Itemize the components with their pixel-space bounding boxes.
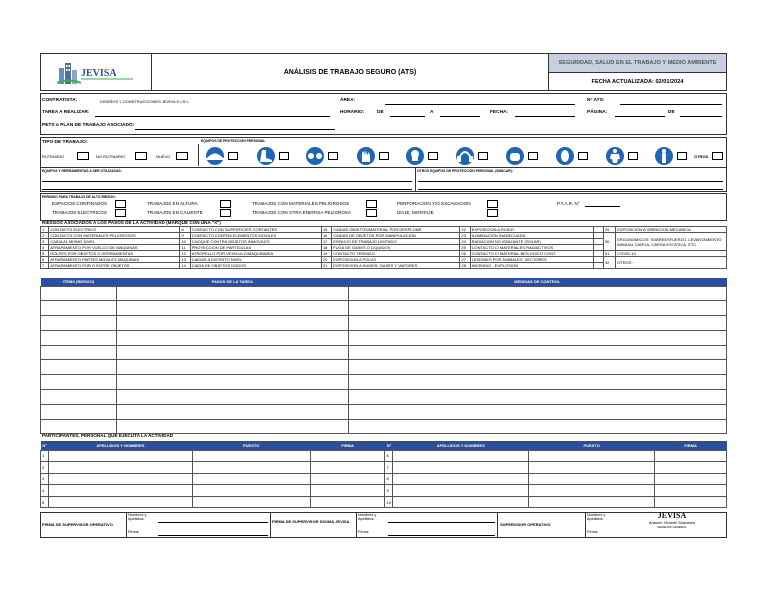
alto-riesgo-section xyxy=(40,193,727,221)
participante-num: 8 xyxy=(385,473,393,485)
riesgo-label: ERGONOMICOS: SOBREESFUERZO, LEVANTAMIENTO MANUAL CARGA, CARGA ESTÁTICA, ETC. xyxy=(616,233,727,251)
participante-num: 6 xyxy=(385,450,393,462)
boot-checkbox[interactable] xyxy=(279,152,289,160)
riesgo-num: 11 xyxy=(180,245,190,251)
participante-firma-cell[interactable] xyxy=(310,462,385,474)
tipo-label: TIPO DE TRABAJO: xyxy=(42,140,88,145)
riesgo-num: 29 xyxy=(603,227,615,233)
tarea-medida-cell[interactable] xyxy=(348,286,726,301)
tarea-row xyxy=(41,316,727,331)
nuevo-label: NUEVO xyxy=(156,154,171,159)
riesgo-label: CONTACTO CON MATERIALES PELIGROSOS xyxy=(49,233,180,239)
riesgo-num: 28 xyxy=(460,263,470,269)
p-nombres2-header: APELLIDOS Y NOMBRES xyxy=(393,441,529,450)
participante-nombre-cell[interactable] xyxy=(48,462,192,474)
ar-caliente-checkbox[interactable] xyxy=(220,209,231,217)
participante-nombre-cell[interactable] xyxy=(393,496,529,508)
sup-op-firma-label: Firma: xyxy=(128,529,140,534)
riesgo-label: ATRAPAMIENTO PARTES MOVILES MAQUINAS xyxy=(49,257,180,263)
riesgo-label: FUGA DE GASES O LIQUIDOS xyxy=(332,245,460,251)
ar-altura-checkbox[interactable] xyxy=(220,200,231,208)
riesgo-label: LESIONES POR ANIMALES, VECTORES xyxy=(470,257,593,263)
participante-row xyxy=(41,450,727,462)
ar-espacios-checkbox[interactable] xyxy=(115,200,126,208)
ar-perforacion-checkbox[interactable] xyxy=(487,200,498,208)
riesgo-num: 17 xyxy=(321,239,331,245)
horario-start-input[interactable] xyxy=(390,111,425,117)
tarea-paso-cell[interactable] xyxy=(116,345,348,360)
participante-puesto-cell[interactable] xyxy=(192,485,310,497)
horario-label: HORARIO: xyxy=(340,110,365,115)
riesgo-num: 20 xyxy=(321,257,331,263)
riesgo-label: CAIDA AL MISMO NIVEL xyxy=(49,239,180,245)
p-nombres-header: APELLIDOS Y NOMBRES xyxy=(48,441,192,450)
tarea-item-cell[interactable] xyxy=(41,390,117,405)
tarea-row xyxy=(41,286,727,301)
participante-num: 7 xyxy=(385,462,393,474)
tipo-row-divider xyxy=(40,167,727,168)
riesgo-label: ATRAPAMIENTO POR VUELCO DE MAQUINAS xyxy=(49,245,180,251)
fecha-input[interactable] xyxy=(515,111,575,117)
riesgo-num: 6 xyxy=(41,257,49,263)
ar-perforacion-label: PERFORACION Y/O EXCAVACION xyxy=(397,201,471,206)
tarea-medida-cell[interactable] xyxy=(348,345,726,360)
ats-label: N° ATS: xyxy=(587,98,605,103)
svg-text:JEVISA: JEVISA xyxy=(81,68,117,79)
ar-energia-label: TRABAJOS CON OTRA ENERGIA PELIGROSA xyxy=(252,210,352,215)
tarea-paso-cell[interactable] xyxy=(116,375,348,390)
participantes-title: PARTICIPANTES, PERSONAL QUE EJECUTA LA ACTIVIDAD xyxy=(42,433,174,438)
coverall-checkbox[interactable] xyxy=(628,152,638,160)
tarea-row xyxy=(41,360,727,375)
fecha-label: FECHA: xyxy=(490,110,509,115)
tarea-row xyxy=(41,345,727,360)
otros-epp-label: OTROS xyxy=(694,154,709,159)
tarea-paso-cell[interactable] xyxy=(116,301,348,316)
riesgo-num: 10 xyxy=(180,239,190,245)
p-firma-header: FIRMA xyxy=(310,441,385,450)
participante-puesto-cell[interactable] xyxy=(529,462,655,474)
participante-num: 9 xyxy=(385,485,393,497)
no-rutinario-label: NO RUTINARIO xyxy=(96,154,126,159)
participante-firma-cell[interactable] xyxy=(310,450,385,462)
equipos-label: EQUIPOS Y HERRAMIENTAS A SER UTILIZADAS: xyxy=(42,169,122,173)
tipo-divider xyxy=(198,144,200,166)
ats-input[interactable] xyxy=(620,99,722,105)
sup-ssoma-nombres-input[interactable] xyxy=(388,517,495,523)
participante-firma-cell[interactable] xyxy=(655,473,727,485)
ptar-label: P.T.A.R. N° xyxy=(557,201,580,206)
glasses-checkbox[interactable] xyxy=(328,152,338,160)
pets-label: PETS o PLAN DE TRABAJO ASOCIADO: xyxy=(42,123,135,128)
tarea-item-cell[interactable] xyxy=(41,360,117,375)
participante-puesto-cell[interactable] xyxy=(192,462,310,474)
participante-row xyxy=(41,485,727,497)
participante-nombre-cell[interactable] xyxy=(393,450,529,462)
riesgo-label: CONTACTO ELECTRICO xyxy=(49,227,180,233)
company-stamp xyxy=(622,511,722,537)
riesgo-label: EXPOSICION A HUMOS, GASES Y VAPORES xyxy=(332,263,460,269)
department-label: SEGURIDAD, SALUD EN EL TRABAJO Y MEDIO AMBIENTE xyxy=(548,54,726,72)
tarea-item-cell[interactable] xyxy=(41,404,117,419)
riesgo-label: ATRAPAMIENTO POR O ENTRE OBJETOS xyxy=(49,263,180,269)
sup-op-nombres-input[interactable] xyxy=(158,517,268,523)
riesgo-num: 25 xyxy=(460,245,470,251)
ar-electricos-checkbox[interactable] xyxy=(115,209,126,217)
riesgo-label: CONTACTO C/ MATERIALES RADIACTIVOS xyxy=(470,245,593,251)
participante-row xyxy=(41,496,727,508)
riesgo-num: 22 xyxy=(460,227,470,233)
riesgo-num: 23 xyxy=(460,233,470,239)
participante-row xyxy=(41,473,727,485)
riesgo-num: 21 xyxy=(321,263,331,269)
tarea-paso-cell[interactable] xyxy=(116,360,348,375)
participante-puesto-cell[interactable] xyxy=(192,496,310,508)
mask-checkbox[interactable] xyxy=(428,152,438,160)
face-shield-checkbox[interactable] xyxy=(578,152,588,160)
pagina-total-input[interactable] xyxy=(680,111,722,117)
contratista-label: CONTRATISTA: xyxy=(42,98,78,103)
riesgo-label: ESPACIO DE TRABAJO LIMITADO xyxy=(332,239,460,245)
tarea-item-cell[interactable] xyxy=(41,301,117,316)
ar-izaje-checkbox[interactable] xyxy=(487,209,498,217)
pagina-de-label: DE xyxy=(668,110,675,115)
riesgo-label: EXPOSICION A POLVO xyxy=(332,257,460,263)
horario-de-label: DE xyxy=(377,110,384,115)
riesgo-num: 14 xyxy=(180,263,190,269)
riesgo-label: CAIDA DE OBJETOS IZADOS xyxy=(190,263,321,269)
harness-checkbox[interactable] xyxy=(677,152,687,160)
participante-num: 2 xyxy=(41,462,49,474)
riesgo-label: ATROPELLO POR VEHICULO/MAQUINARIA xyxy=(190,251,321,257)
participante-puesto-cell[interactable] xyxy=(529,450,655,462)
ar-izaje-label: IZAJE, MONTAJE xyxy=(397,210,434,215)
helmet-checkbox[interactable] xyxy=(228,152,238,160)
riesgo-num: 24 xyxy=(460,239,470,245)
riesgo-mark[interactable] xyxy=(593,263,603,269)
riesgo-num: 4 xyxy=(41,245,49,251)
col-items: ITEMS (RIESGO) xyxy=(41,278,117,286)
participante-num: 3 xyxy=(41,473,49,485)
participante-puesto-cell[interactable] xyxy=(192,450,310,462)
sup-op2-firma-label: Firma: xyxy=(587,529,599,534)
tarea-paso-cell[interactable] xyxy=(116,330,348,345)
contratista-value: DISEÑOS Y CONSTRUCCIONES JEVISA E.I.R.L. xyxy=(100,99,190,104)
riesgo-label: EXPOSICION A VIBRACION MECANICA xyxy=(616,227,727,233)
participante-firma-cell[interactable] xyxy=(310,496,385,508)
p-puesto-header: PUESTO xyxy=(192,441,310,450)
riesgo-label: CONTACTO TERMICO xyxy=(332,251,460,257)
updated-date: FECHA ACTUALIZADA: 02/01/2024 xyxy=(548,72,726,90)
document-title: ANÁLISIS DE TRABAJO SEGURO (ATS) xyxy=(283,68,417,76)
riesgo-num: 7 xyxy=(41,263,49,269)
riesgo-num: 27 xyxy=(460,257,470,263)
participante-firma-cell[interactable] xyxy=(655,485,727,497)
horario-end-input[interactable] xyxy=(440,111,480,117)
helmet-icon xyxy=(203,146,227,166)
tarea-item-cell[interactable] xyxy=(41,286,117,301)
participante-puesto-cell[interactable] xyxy=(192,473,310,485)
tarea-table xyxy=(40,278,727,434)
riesgo-num: 2 xyxy=(41,233,49,239)
area-label: ÁREA: xyxy=(340,98,356,103)
ptar-input[interactable] xyxy=(585,201,620,207)
p-firma2-header: FIRMA xyxy=(655,441,727,450)
stamp-logo-text: JEVISA xyxy=(657,511,687,520)
sup-ssoma-nombres-label: Nombres y Apellidos: xyxy=(358,513,377,521)
area-input[interactable] xyxy=(385,99,575,105)
participante-firma-cell[interactable] xyxy=(310,473,385,485)
tarea-row xyxy=(41,375,727,390)
tarea-medida-cell[interactable] xyxy=(348,375,726,390)
riesgo-num: 13 xyxy=(180,257,190,263)
p-n-header: N° xyxy=(41,441,49,450)
tarea-medida-cell[interactable] xyxy=(348,330,726,345)
col-pasos: PASOS DE LA TAREA xyxy=(116,278,348,286)
riesgo-label: OTROS: xyxy=(616,257,727,269)
stamp-sub: GERENTE GENERAL xyxy=(657,525,687,529)
rutinario-label: RUTINARIO xyxy=(42,154,64,159)
respirator-checkbox[interactable] xyxy=(528,152,538,160)
tarea-item-cell[interactable] xyxy=(41,419,117,434)
coverall-icon xyxy=(603,146,627,166)
participante-nombre-cell[interactable] xyxy=(48,473,192,485)
face-mask-icon xyxy=(403,146,427,166)
harness-icon xyxy=(652,146,676,166)
tarea-medida-cell[interactable] xyxy=(348,404,726,419)
tarea-medida-cell[interactable] xyxy=(348,316,726,331)
tarea-paso-cell[interactable] xyxy=(116,404,348,419)
otros-epp-list-label: OTROS EQUIPOS DE PROTECCIÓN PERSONAL (INDICAR): xyxy=(417,169,513,173)
riesgo-label: COVID-19 xyxy=(616,251,727,257)
riesgo-num: 19 xyxy=(321,251,331,257)
riesgo-label: CONTACTO C/ MATERIAL BIOLOGICO CONT. xyxy=(470,251,593,257)
riesgo-num: 8 xyxy=(180,227,190,233)
ear-checkbox[interactable] xyxy=(478,152,488,160)
tarea-item-cell[interactable] xyxy=(41,375,117,390)
p-n2-header: N° xyxy=(385,441,393,450)
riesgo-label: CAIDAS OBJETOS/MATERIAL POR DESPLOME xyxy=(332,227,460,233)
riesgo-num: 3 xyxy=(41,239,49,245)
col-medidas: MEDIDAS DE CONTROL xyxy=(348,278,726,286)
company-logo xyxy=(41,54,152,90)
riesgo-label: RADIACION NO IONIZANTE (SOLAR) xyxy=(470,239,593,245)
sup-ssoma-firma-label: Firma: xyxy=(358,529,370,534)
participante-nombre-cell[interactable] xyxy=(393,473,529,485)
stamp-name: Antonio Vicente Saavedra xyxy=(648,520,696,525)
tarea-paso-cell[interactable] xyxy=(116,316,348,331)
sup-op2-nombres-label: Nombres y Apellidos: xyxy=(587,513,606,521)
riesgo-label: EXPOSICION A RUIDO xyxy=(470,227,593,233)
rutinario-checkbox[interactable] xyxy=(77,152,89,160)
riesgo-num: 12 xyxy=(180,251,190,257)
ar-materiales-label: TRABAJOS CON MATERIALES PELIGROSOS xyxy=(252,201,350,206)
participante-num: 10 xyxy=(385,496,393,508)
riesgo-label: CAIDAS DE OBJETOS POR MANIPULACION xyxy=(332,233,460,239)
riesgo-num: 1 xyxy=(41,227,49,233)
tarea-paso-cell[interactable] xyxy=(116,390,348,405)
sup-op-firma-input[interactable] xyxy=(158,530,268,536)
riesgo-label: INCENDIO - EXPLOSION xyxy=(470,263,593,269)
sup-op-nombres-label: Nombres y Apellidos: xyxy=(128,513,147,521)
riesgo-num: 18 xyxy=(321,245,331,251)
participante-nombre-cell[interactable] xyxy=(393,462,529,474)
riesgo-num: 5 xyxy=(41,251,49,257)
participante-puesto-cell[interactable] xyxy=(529,496,655,508)
tarea-input[interactable] xyxy=(95,111,330,117)
alto-riesgo-label: PERMISO PARA TRABAJO DE ALTO RIESGO: xyxy=(42,195,116,199)
sup-ssoma-firma-input[interactable] xyxy=(388,530,495,536)
tarea-item-cell[interactable] xyxy=(41,330,117,345)
otros-epp-line-2[interactable] xyxy=(418,184,723,190)
participante-nombre-cell[interactable] xyxy=(48,485,192,497)
sup-op2-label: SUPERVISOR OPERATIVO xyxy=(500,522,551,527)
equipos-line-1[interactable] xyxy=(42,176,412,182)
ar-electricos-label: TRABAJOS ELECTRICOS xyxy=(52,210,107,215)
pagina-input[interactable] xyxy=(615,111,665,117)
participante-puesto-cell[interactable] xyxy=(529,473,655,485)
ar-altura-label: TRABAJOS EN ALTURA xyxy=(147,201,198,206)
riesgo-label: CONTACTO CON SUPERFICIES CORTANTES xyxy=(190,227,321,233)
tarea-row xyxy=(41,301,727,316)
equipos-line-2[interactable] xyxy=(42,184,412,190)
riesgo-num: 26 xyxy=(460,251,470,257)
tarea-label: TAREA A REALIZAR: xyxy=(42,110,90,115)
tarea-row xyxy=(41,404,727,419)
face-shield-icon xyxy=(553,146,577,166)
participante-num: 5 xyxy=(41,496,49,508)
riesgo-num: 9 xyxy=(180,233,190,239)
equipos-divider xyxy=(415,167,416,192)
riesgo-label: PROYECCION DE PARTICULAS xyxy=(190,245,321,251)
participante-firma-cell[interactable] xyxy=(655,496,727,508)
safety-boot-icon xyxy=(254,146,278,166)
riesgo-label: GOLPES POR OBJETOS O HERRAMIENTAS xyxy=(49,251,180,257)
tarea-medida-cell[interactable] xyxy=(348,301,726,316)
tarea-medida-cell[interactable] xyxy=(348,390,726,405)
participante-firma-cell[interactable] xyxy=(655,462,727,474)
tarea-item-cell[interactable] xyxy=(41,345,117,360)
nuevo-checkbox[interactable] xyxy=(176,152,188,160)
ar-espacios-label: ESPACIOS CONFINADOS xyxy=(52,201,108,206)
no-rutinario-checkbox[interactable] xyxy=(135,152,147,160)
riesgo-num: 32 xyxy=(603,257,615,269)
ear-protection-icon xyxy=(453,146,477,166)
riesgos-title: RIESGOS ASOCIADOS A LOS PASOS DE LA ACTIVIDAD (MARQUE CON UNA "X") xyxy=(42,220,221,225)
pagina-label: PÁGINA: xyxy=(587,110,608,115)
sup-ssoma-label: FIRMA DE SUPERVISOR SSOMA JEVISA xyxy=(272,519,350,524)
tarea-row xyxy=(41,330,727,345)
safety-glasses-icon xyxy=(303,146,327,166)
participante-num: 4 xyxy=(41,485,49,497)
participante-firma-cell[interactable] xyxy=(655,450,727,462)
tarea-medida-cell[interactable] xyxy=(348,419,726,434)
ar-energia-checkbox[interactable] xyxy=(366,209,377,217)
tarea-row xyxy=(41,419,727,434)
tarea-item-cell[interactable] xyxy=(41,316,117,331)
riesgo-label: CONTACTO CONTRA ELEMENTOS MOVILES xyxy=(190,233,321,239)
tarea-paso-cell[interactable] xyxy=(116,419,348,434)
pets-input[interactable] xyxy=(135,124,335,130)
riesgo-label: ILUMINACION INADECUADA xyxy=(470,233,593,239)
respirator-icon xyxy=(503,146,527,166)
riesgo-label: CHOQUE CONTRA OBJETOS INMOVILES xyxy=(190,239,321,245)
riesgo-num: 30 xyxy=(603,233,615,251)
participante-nombre-cell[interactable] xyxy=(48,496,192,508)
riesgos-table xyxy=(40,226,727,269)
tarea-paso-cell[interactable] xyxy=(116,286,348,301)
otros-epp-line-1[interactable] xyxy=(418,176,723,182)
gloves-checkbox[interactable] xyxy=(379,152,389,160)
sup-op-label: FIRMA DE SUPERVISOR OPERATIVO xyxy=(42,522,113,527)
riesgo-num: 31 xyxy=(603,251,615,257)
participante-row xyxy=(41,462,727,474)
riesgo-num: 15 xyxy=(321,227,331,233)
horario-a-label: A xyxy=(430,110,434,115)
riesgo-label: CAIDAS A DISTINTO NIVEL xyxy=(190,257,321,263)
p-puesto2-header: PUESTO xyxy=(529,441,655,450)
participante-puesto-cell[interactable] xyxy=(529,485,655,497)
participante-num: 1 xyxy=(41,450,49,462)
building-logo-icon xyxy=(57,58,135,86)
participante-firma-cell[interactable] xyxy=(310,485,385,497)
otros-epp-checkbox[interactable] xyxy=(712,152,723,160)
ar-caliente-label: TRABAJOS EN CALIENTE xyxy=(147,210,203,215)
epp-label: EQUIPOS DE PROTECCIÓN PERSONAL xyxy=(201,139,266,143)
tarea-medida-cell[interactable] xyxy=(348,360,726,375)
tarea-row xyxy=(41,390,727,405)
participante-nombre-cell[interactable] xyxy=(48,450,192,462)
participante-nombre-cell[interactable] xyxy=(393,485,529,497)
ar-materiales-checkbox[interactable] xyxy=(366,200,377,208)
participantes-table xyxy=(40,441,727,508)
gloves-icon xyxy=(354,146,378,166)
riesgo-num: 16 xyxy=(321,233,331,239)
